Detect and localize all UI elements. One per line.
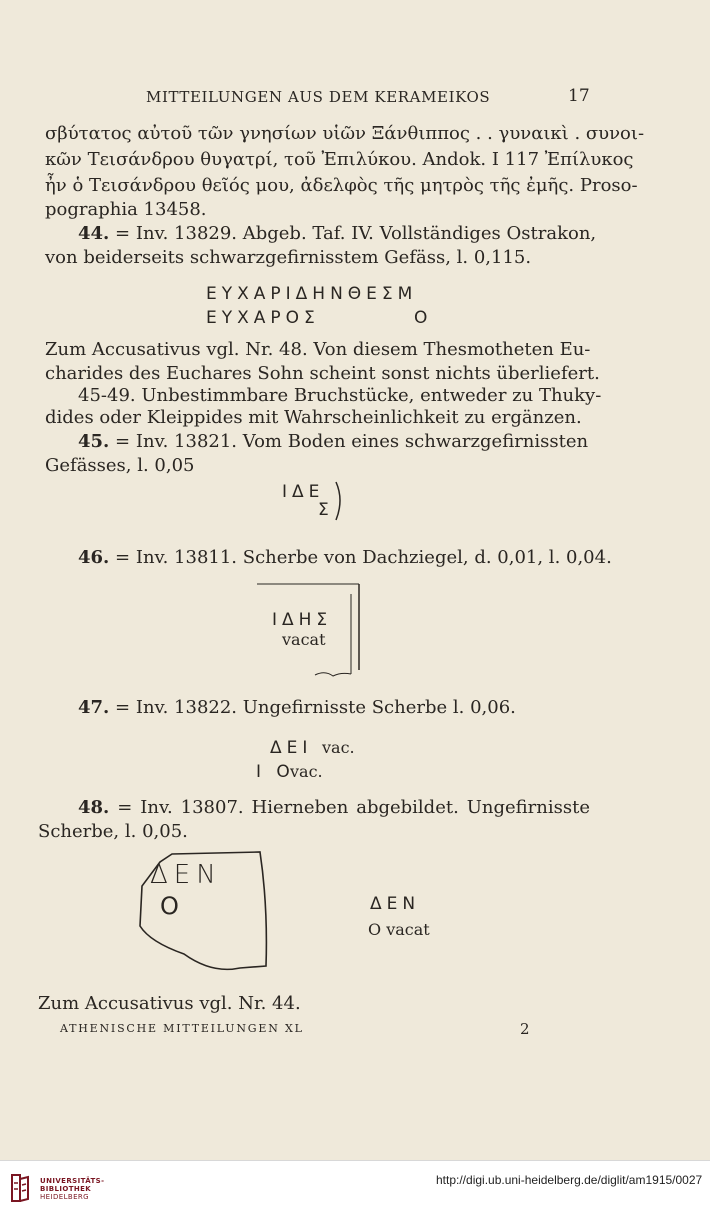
inscription-line: ΕΥΧΑΡΟΣ [206,308,320,328]
text-line: charides des Euchares Sohn scheint sonst nichts überliefert. [45,363,600,384]
inscription-line: Ι Ο [256,762,295,782]
entry-48 [78,796,590,820]
text-line: dides oder Kleippides mit Wahrscheinlichkeit zu ergänzen. [45,407,582,428]
inscription-line: vacat [282,630,326,649]
text-line: Zum Accusativus vgl. Nr. 48. Von diesem Thesmotheten Eu- [45,339,591,360]
library-name-line: UNIVERSITÄTS- [40,1177,105,1185]
inscription-line: Σ [318,500,334,520]
entry-text: = Inv. 13822. Ungefirnisste Scherbe l. 0,06. [109,697,516,718]
text-line: ἦν ὁ Τεισάνδρου θεῖός μου, ἀδελφὸς τῆς μητρὸς τῆς ἐμῆς. Proso- [45,175,638,196]
entry-47 [78,696,516,720]
inscription-line: Ο [414,308,433,328]
entry-44 [78,222,596,246]
entry-46 [78,546,612,570]
library-name-line: BIBLIOTHEK [40,1185,92,1193]
entry-number: 45. [78,431,110,452]
inscription-line: vac. [290,762,323,781]
inscription-line: ΔΕΙ [270,738,313,758]
entry-text: = Inv. 13829. Abgeb. Taf. IV. Vollständiges Ostrakon, [109,223,597,244]
inscription-line: ΙΔΕ [282,482,325,502]
page-number: 17 [568,86,590,106]
inscription-line: ΕΥΧΑΡΙΔΗΝΘΕΣΜ [206,284,418,304]
text-line: von beiderseits schwarzgefirnisstem Gefäss, l. 0,115. [45,247,532,268]
inscription-line: Ο vacat [368,920,430,939]
library-name-line: HEIDELBERG [40,1193,89,1201]
library-logo-icon[interactable] [8,1173,32,1203]
journal-footer: ATHENISCHE MITTEILUNGEN XL [60,1022,304,1035]
text-line: 45-49. Unbestimmbare Bruchstücke, entweder zu Thuky- [78,385,602,406]
text-line: Zum Accusativus vgl. Nr. 44. [38,993,301,1014]
entry-number: 47. [78,697,110,718]
entry-number: 46. [78,547,110,568]
fragment-edge-icon [334,480,346,522]
entry-number: 48. [78,797,110,818]
inscription-line: ΔΕΝ [370,894,421,914]
inscription-line: ΙΔΗΣ [272,610,333,630]
entry-text: = Inv. 13821. Vom Boden eines schwarzgefirnissten [109,431,589,452]
entry-text: = Inv. 13811. Scherbe von Dachziegel, d. 0,01, l. 0,04. [109,547,612,568]
library-name[interactable] [40,1177,104,1201]
entry-number: 44. [78,223,110,244]
permalink-url[interactable]: http://digi.ub.uni-heidelberg.de/diglit/am1915/0027 [436,1173,703,1187]
sketch-letters: ΔΕΝ [150,860,222,890]
text-line: Scherbe, l. 0,05. [38,821,188,842]
text-line: Gefässes, l. 0,05 [45,455,195,476]
text-line: pographia 13458. [45,199,207,220]
sketch-letters: Ο [160,892,179,920]
entry-text: = Inv. 13807. Hierneben abgebildet. Ungefirnisste [109,797,590,818]
digitization-bar [0,1160,710,1216]
text-line: σβύτατος αὐτοῦ τῶν γνησίων υἱῶν Ξάνθιππος . . γυναικὶ . συνοι- [45,123,645,144]
signature-mark: 2 [520,1020,530,1038]
text-line: κῶν Τεισάνδρου θυγατρί, τοῦ Ἐπιλύκου. Andok. I 117 Ἐπίλυκος [45,149,634,170]
running-title: MITTEILUNGEN AUS DEM KERAMEIKOS [146,88,491,106]
entry-45 [78,430,588,454]
inscription-line: vac. [322,738,355,757]
